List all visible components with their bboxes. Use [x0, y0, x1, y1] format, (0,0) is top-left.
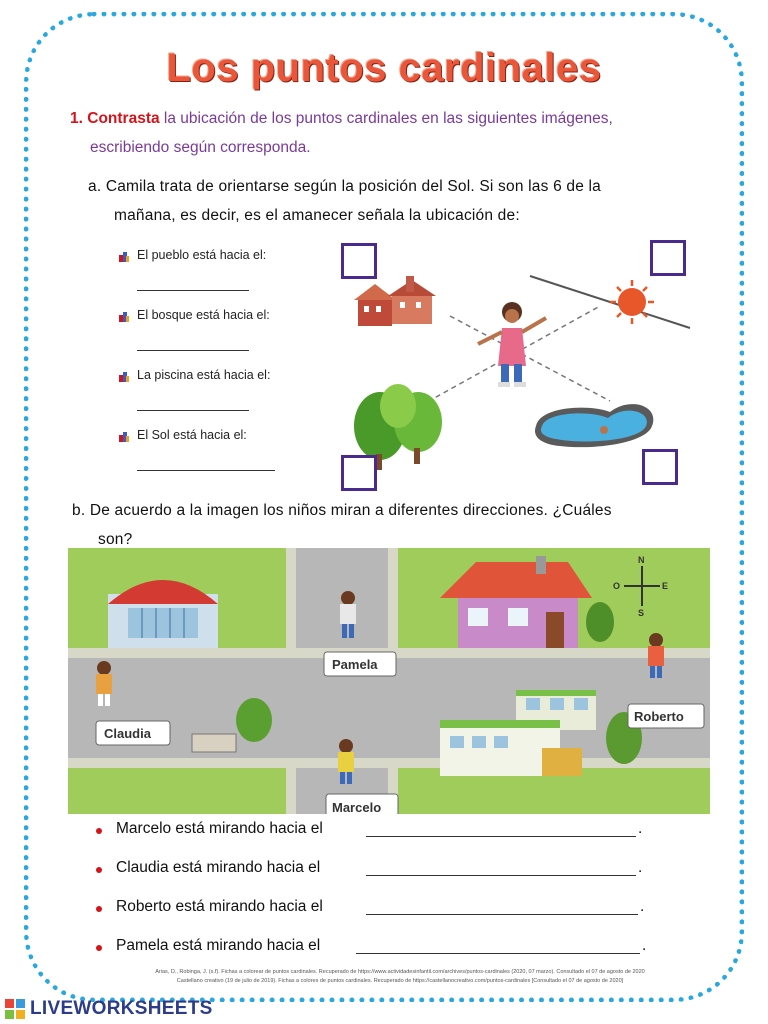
list-item	[118, 306, 318, 366]
answer-row-roberto	[96, 898, 656, 937]
pool-icon	[535, 404, 653, 447]
part-b-prompt	[72, 496, 712, 554]
answer-period: .	[638, 820, 643, 837]
answer-line-pueblo[interactable]	[137, 290, 249, 291]
answer-row-claudia	[96, 859, 656, 898]
label-claudia	[96, 721, 170, 745]
question-text-line1: la ubicación de los puntos cardinales en las siguientes imágenes,	[163, 110, 613, 127]
liveworksheets-logo-icon	[4, 998, 26, 1020]
label-pamela	[324, 652, 396, 676]
question-keyword: Contrasta	[87, 110, 160, 127]
answer-line-sol[interactable]	[137, 470, 275, 471]
compass-north-label: N	[638, 555, 645, 565]
logo-text: LIVEWORKSHEETS	[30, 998, 213, 1019]
answer-line-piscina[interactable]	[137, 410, 249, 411]
answer-box-forest[interactable]	[341, 455, 377, 491]
compass-east-label: E	[662, 581, 669, 591]
label-marcelo-text: Marcelo	[332, 800, 382, 814]
list-item	[118, 246, 318, 306]
label-pamela-text: Pamela	[332, 657, 378, 672]
answer-input-pamela[interactable]	[356, 953, 640, 954]
answer-text: Claudia está mirando hacia el	[116, 859, 321, 876]
answer-box-pool[interactable]	[642, 449, 678, 485]
label-roberto-text: Roberto	[634, 709, 684, 724]
label-marcelo	[326, 794, 398, 814]
bullet-dot	[96, 906, 102, 912]
item-label: El bosque está hacia el:	[137, 308, 270, 322]
label-roberto	[628, 704, 704, 728]
question-number: 1.	[70, 110, 83, 127]
item-label: El Sol está hacia el:	[137, 428, 247, 442]
part-a-line2: mañana, es decir, es el amanecer señala la ubicación de:	[114, 207, 520, 224]
list-item	[118, 426, 318, 486]
answer-text: Roberto está mirando hacia el	[116, 898, 323, 915]
source-credits	[120, 968, 680, 986]
answer-box-sun[interactable]	[650, 240, 686, 276]
neighborhood-map-illustration	[68, 548, 710, 814]
answer-box-town[interactable]	[341, 243, 377, 279]
town-icon	[354, 276, 436, 326]
part-b-answers	[96, 820, 656, 976]
answer-input-roberto[interactable]	[366, 914, 638, 915]
answer-line-bosque[interactable]	[137, 350, 249, 351]
answer-row-marcelo	[96, 820, 656, 859]
answer-period: .	[640, 898, 645, 915]
bullet-dot	[96, 945, 102, 951]
answer-text: Pamela está mirando hacia el	[116, 937, 321, 954]
answer-text: Marcelo está mirando hacia el	[116, 820, 323, 837]
credit-line-1: Arias, D., Robinga, J. (s.f). Fichas a colorear de puntos cardinales. Recuperado de https://www.actividadesinfantil.com/archives/puntos-cardinales (2020, 07 marzo). Consultado el 07 de agosto de 2020	[155, 969, 645, 975]
item-label: El pueblo está hacia el:	[137, 248, 267, 262]
bullet-icon	[118, 431, 130, 443]
bullet-icon	[118, 371, 130, 383]
answer-period: .	[638, 859, 643, 876]
compass-west-label: O	[613, 581, 621, 591]
bullet-dot	[96, 867, 102, 873]
sun-icon	[610, 280, 654, 324]
answer-period: .	[642, 937, 647, 954]
item-label: La piscina está hacia el:	[137, 368, 271, 382]
part-b-line2: son?	[98, 531, 133, 548]
label-claudia-text: Claudia	[104, 726, 151, 741]
bullet-dot	[96, 828, 102, 834]
part-a-line1: a. Camila trata de orientarse según la posición del Sol. Si son las 6 de la	[88, 178, 602, 195]
bullet-icon	[118, 251, 130, 263]
liveworksheets-logo[interactable]	[4, 996, 213, 1022]
list-item	[118, 366, 318, 426]
credit-line-2: Castellano creativo (19 de julio de 2019). Fichas a colores de puntos cardinales. Recuperado de https://castellanocreativo.com/puntos-cardinales [Consultado el 07 de agosto de 2020]	[176, 978, 624, 984]
answer-input-marcelo[interactable]	[366, 836, 636, 837]
question-text-line2: escribiendo según corresponda.	[90, 139, 311, 156]
girl-icon	[478, 302, 546, 387]
bullet-icon	[118, 311, 130, 323]
part-b-line1: b. De acuerdo a la imagen los niños miran a diferentes direcciones. ¿Cuáles	[72, 502, 612, 519]
question-1	[70, 104, 710, 162]
compass-south-label: S	[638, 608, 645, 618]
page-title: Los puntos cardinales	[166, 46, 602, 90]
part-a-list	[118, 246, 318, 486]
answer-input-claudia[interactable]	[366, 875, 636, 876]
part-a-prompt	[88, 172, 708, 230]
